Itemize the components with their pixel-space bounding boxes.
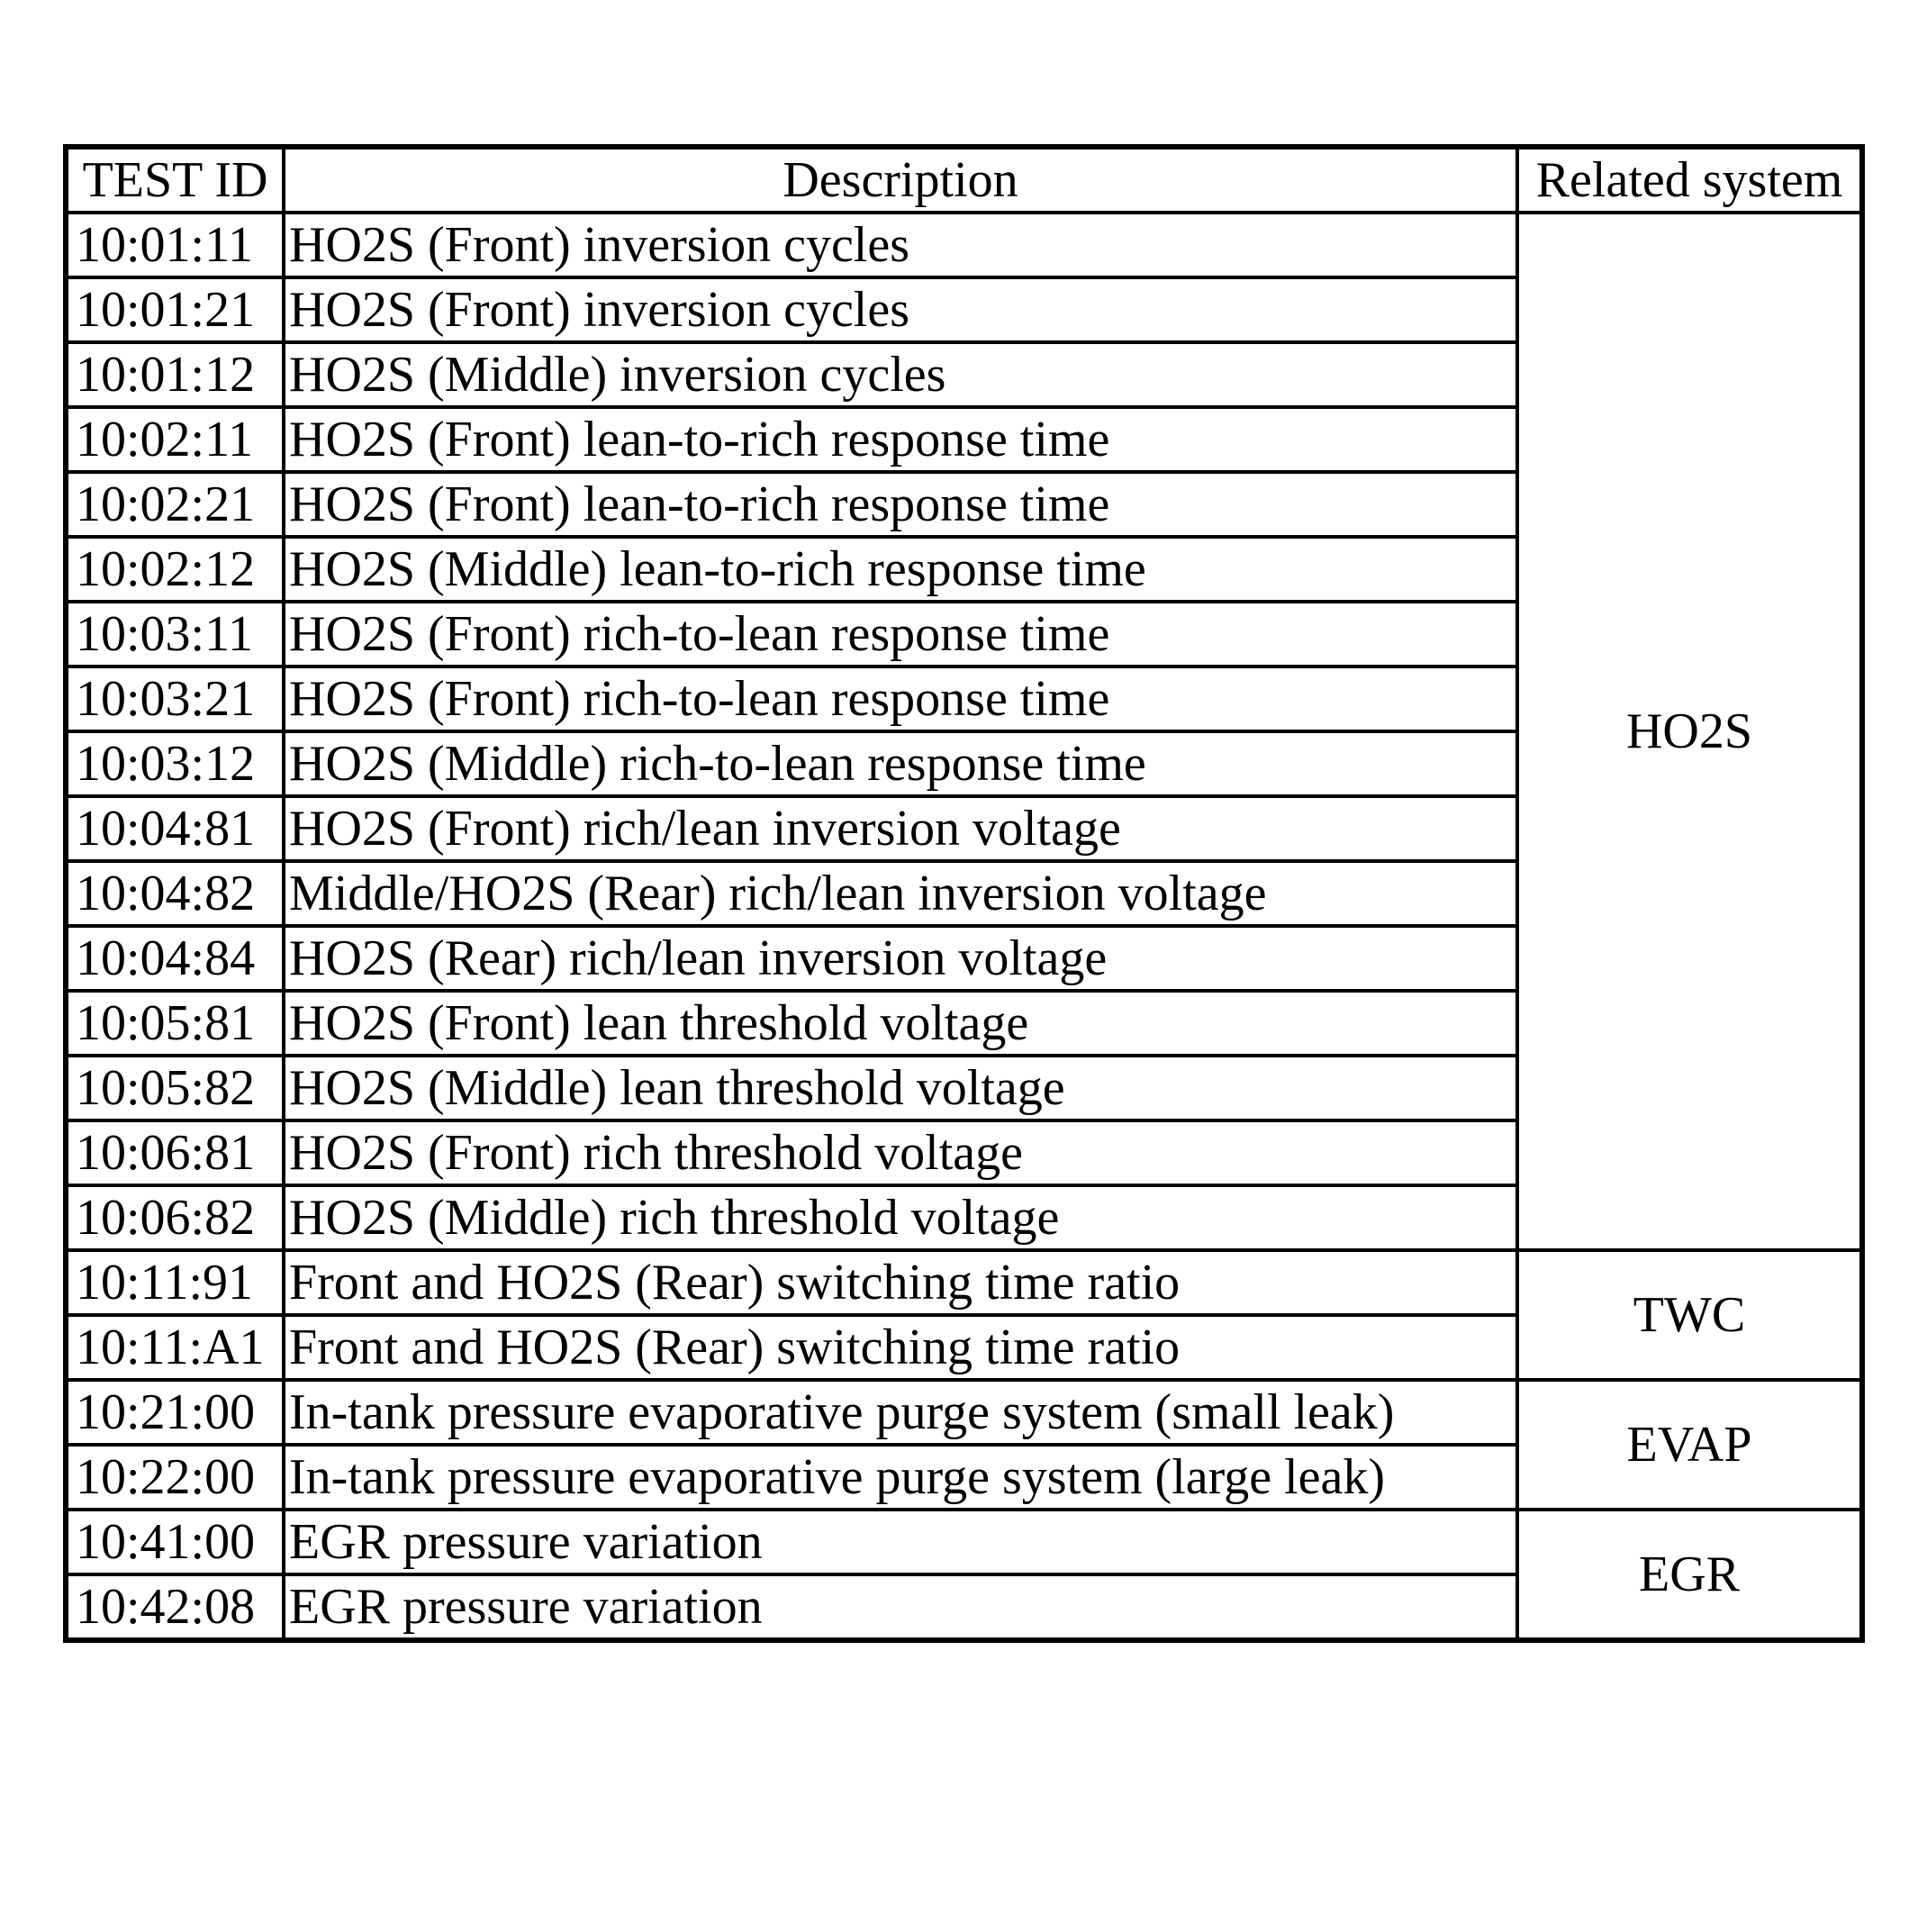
test-id-cell: 10:41:00 [66, 1510, 284, 1574]
description-cell: In-tank pressure evaporative purge system (small leak) [284, 1380, 1517, 1445]
test-id-cell: 10:42:08 [66, 1574, 284, 1640]
test-id-cell: 10:02:11 [66, 407, 284, 472]
test-id-cell: 10:03:12 [66, 731, 284, 796]
description-cell: EGR pressure variation [284, 1510, 1517, 1574]
table-header [66, 147, 1862, 213]
related-system-cell: EVAP [1517, 1380, 1862, 1510]
description-cell: HO2S (Front) lean threshold voltage [284, 991, 1517, 1056]
test-id-cell: 10:01:12 [66, 342, 284, 407]
description-cell: HO2S (Front) lean-to-rich response time [284, 472, 1517, 537]
description-cell: HO2S (Middle) rich-to-lean response time [284, 731, 1517, 796]
header-test-id: TEST ID [66, 147, 284, 213]
test-id-cell: 10:11:91 [66, 1250, 284, 1315]
description-cell: HO2S (Rear) rich/lean inversion voltage [284, 926, 1517, 991]
description-cell: HO2S (Front) rich-to-lean response time [284, 602, 1517, 667]
description-cell: HO2S (Middle) inversion cycles [284, 342, 1517, 407]
table-body [66, 213, 1862, 1640]
description-cell: HO2S (Front) inversion cycles [284, 277, 1517, 342]
test-id-cell: 10:21:00 [66, 1380, 284, 1445]
description-cell: EGR pressure variation [284, 1574, 1517, 1640]
description-cell: HO2S (Middle) rich threshold voltage [284, 1185, 1517, 1250]
description-cell: Front and HO2S (Rear) switching time ratio [284, 1250, 1517, 1315]
test-id-cell: 10:06:82 [66, 1185, 284, 1250]
table-row [66, 213, 1862, 277]
test-id-table [63, 144, 1865, 1643]
test-id-cell: 10:01:21 [66, 277, 284, 342]
table-row [66, 1250, 1862, 1315]
test-id-cell: 10:02:21 [66, 472, 284, 537]
test-id-cell: 10:04:81 [66, 796, 284, 861]
related-system-cell: HO2S [1517, 213, 1862, 1250]
related-system-cell: EGR [1517, 1510, 1862, 1640]
description-cell: HO2S (Front) rich threshold voltage [284, 1120, 1517, 1185]
related-system-cell: TWC [1517, 1250, 1862, 1380]
header-row [66, 147, 1862, 213]
test-id-cell: 10:22:00 [66, 1445, 284, 1510]
description-cell: HO2S (Middle) lean threshold voltage [284, 1056, 1517, 1120]
test-id-cell: 10:06:81 [66, 1120, 284, 1185]
test-id-cell: 10:04:84 [66, 926, 284, 991]
description-cell: Middle/HO2S (Rear) rich/lean inversion voltage [284, 861, 1517, 926]
test-id-cell: 10:02:12 [66, 537, 284, 602]
test-id-cell: 10:01:11 [66, 213, 284, 277]
test-id-cell: 10:05:82 [66, 1056, 284, 1120]
table-row [66, 1380, 1862, 1445]
test-id-cell: 10:05:81 [66, 991, 284, 1056]
description-cell: HO2S (Front) rich/lean inversion voltage [284, 796, 1517, 861]
description-cell: HO2S (Middle) lean-to-rich response time [284, 537, 1517, 602]
description-cell: HO2S (Front) rich-to-lean response time [284, 667, 1517, 731]
description-cell: In-tank pressure evaporative purge system (large leak) [284, 1445, 1517, 1510]
test-id-cell: 10:03:21 [66, 667, 284, 731]
header-related-system: Related system [1517, 147, 1862, 213]
description-cell: HO2S (Front) inversion cycles [284, 213, 1517, 277]
table-row [66, 1510, 1862, 1574]
test-id-cell: 10:11:A1 [66, 1315, 284, 1380]
test-id-cell: 10:03:11 [66, 602, 284, 667]
test-id-cell: 10:04:82 [66, 861, 284, 926]
description-cell: HO2S (Front) lean-to-rich response time [284, 407, 1517, 472]
header-description: Description [284, 147, 1517, 213]
description-cell: Front and HO2S (Rear) switching time ratio [284, 1315, 1517, 1380]
